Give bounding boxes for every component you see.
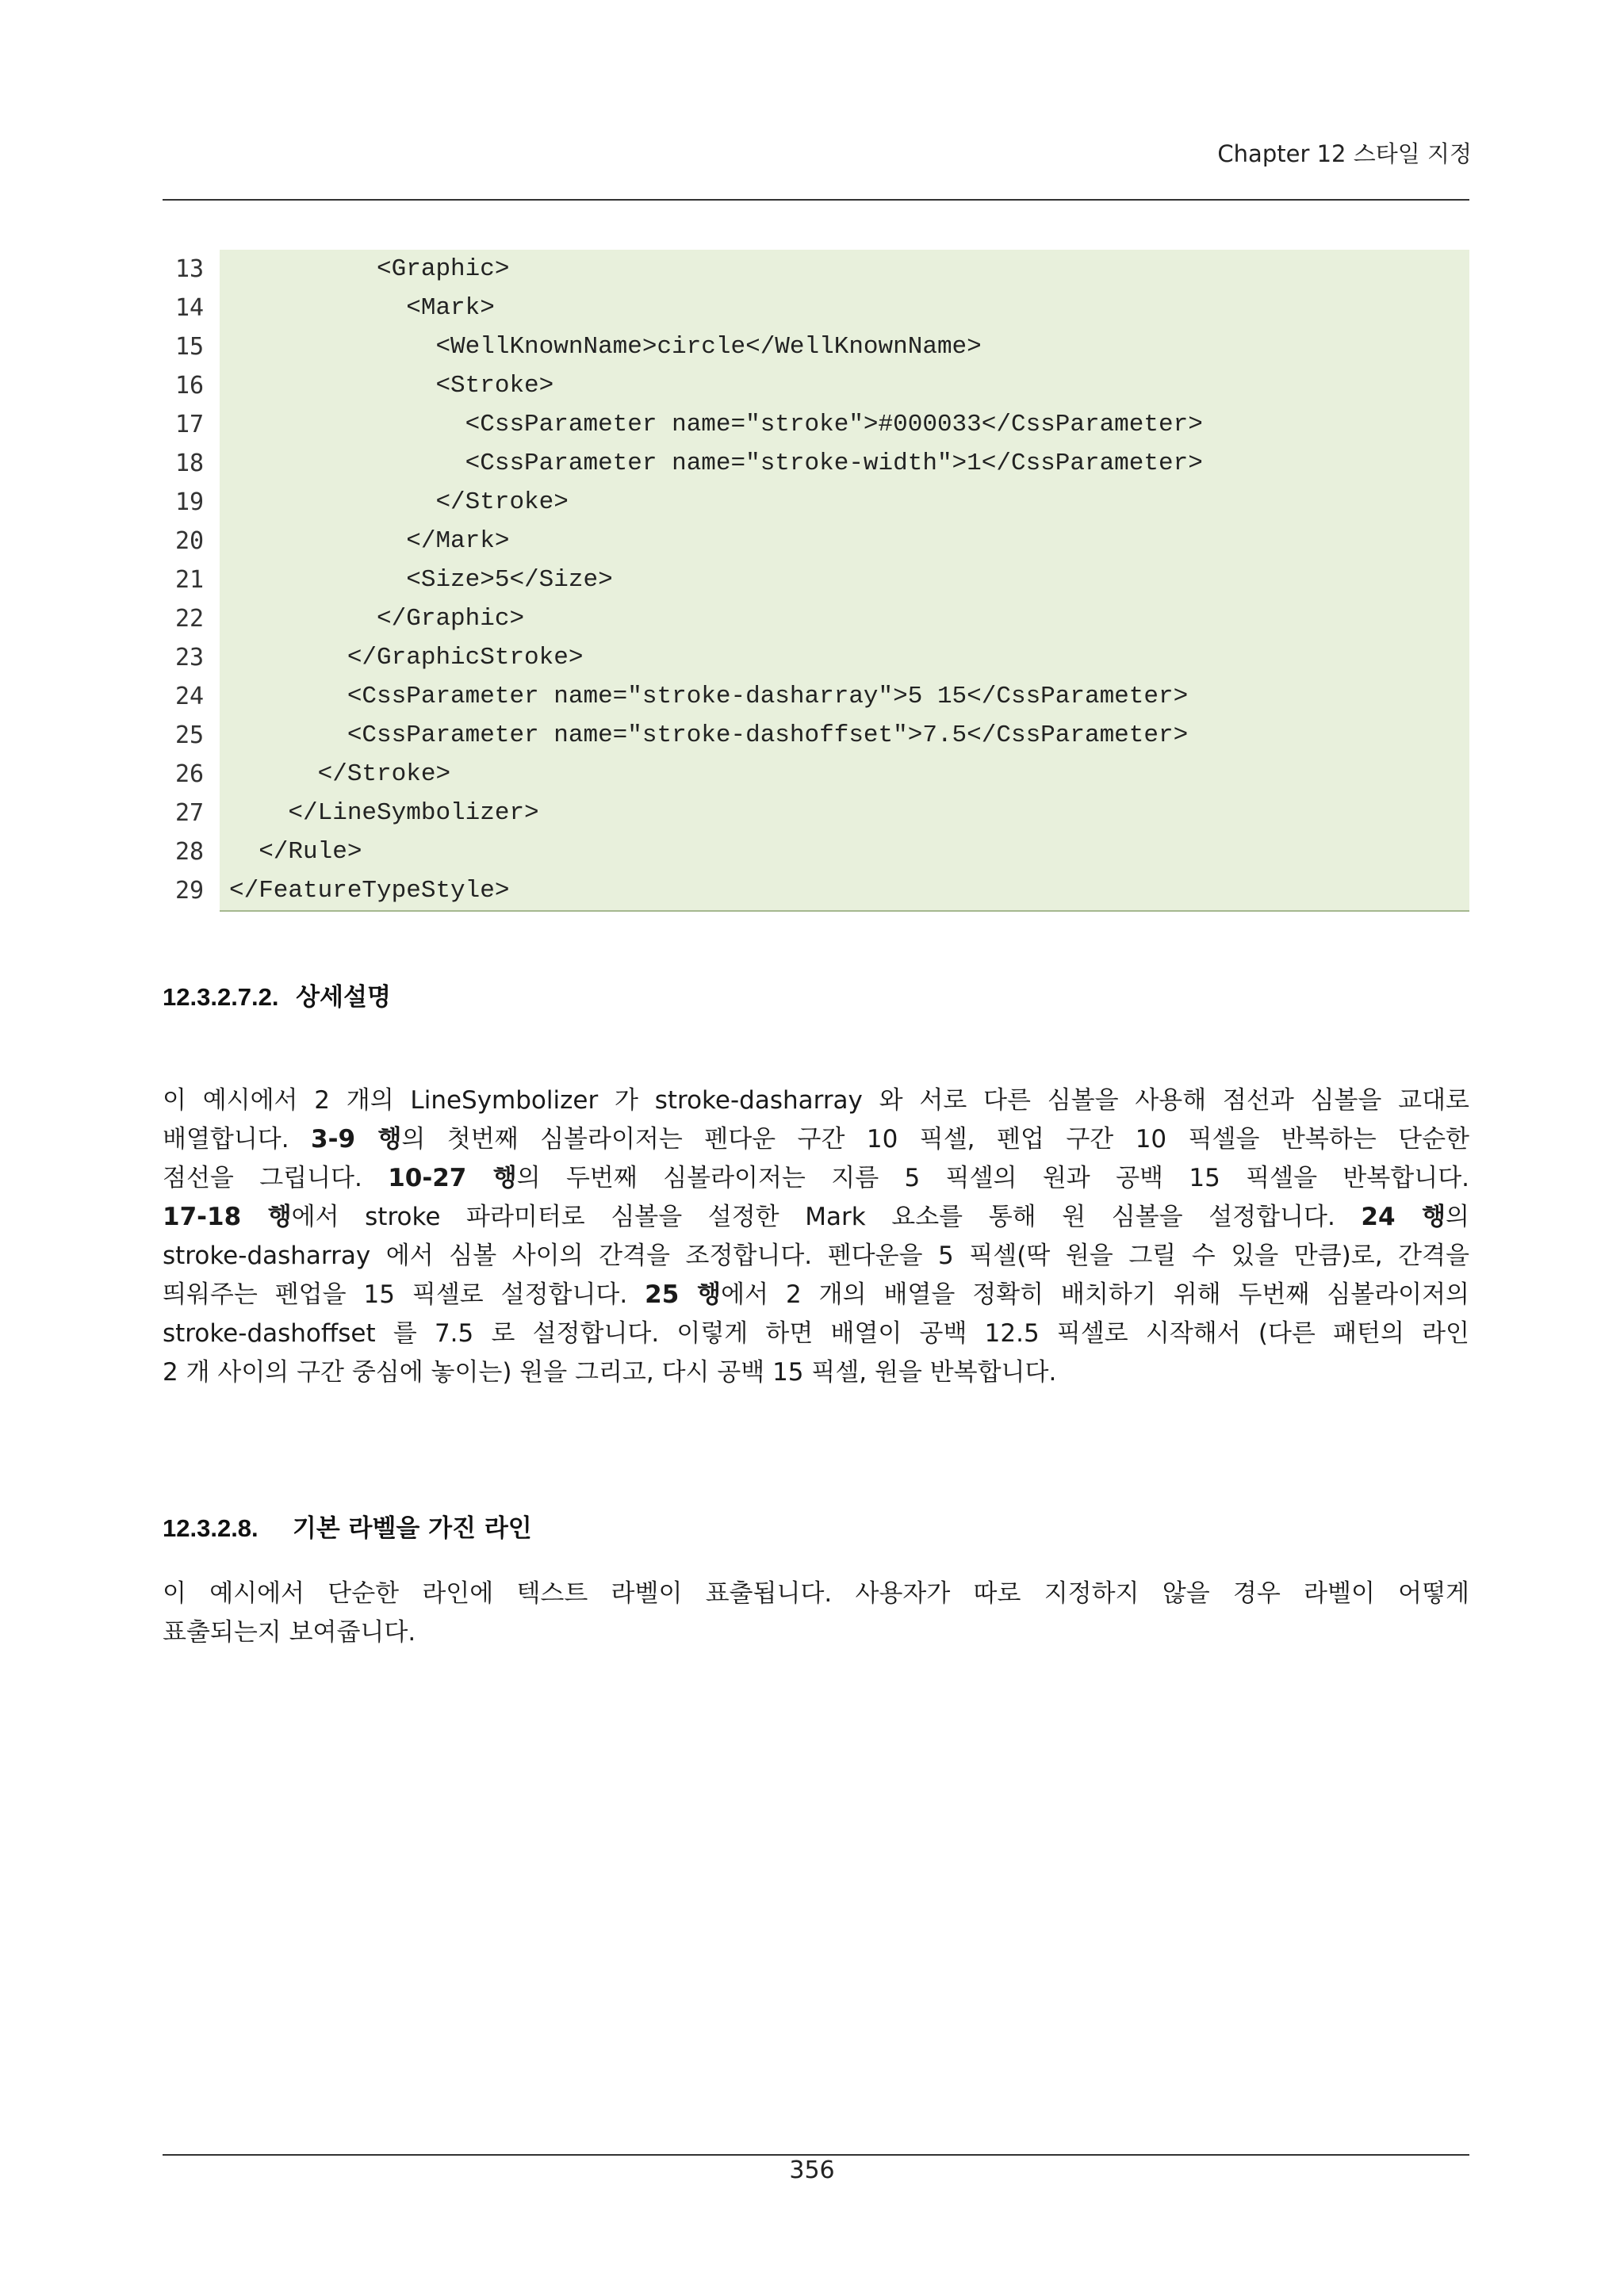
paragraph-line: 배열합니다. 3-9 행의 첫번째 심볼라이저는 펜다운 구간 10 픽셀, 펜업 구간 10 픽셀을 반복하는 단순한 xyxy=(163,1125,1469,1154)
code-line xyxy=(163,599,1469,638)
code-text: </Rule> xyxy=(220,832,1469,871)
code-text: <CssParameter name="stroke-width">1</CssParameter> xyxy=(220,444,1469,483)
code-text: <CssParameter name="stroke-dasharray">5 15</CssParameter> xyxy=(220,677,1469,716)
line-number: 25 xyxy=(163,716,220,755)
paragraph-line: 2 개 사이의 구간 중심에 놓이는) 원을 그리고, 다시 공백 15 픽셀, 원을 반복합니다. xyxy=(163,1358,1057,1387)
code-text: </FeatureTypeStyle> xyxy=(220,871,1469,910)
code-text: <CssParameter name="stroke">#000033</CssParameter> xyxy=(220,405,1469,444)
code-text: </Stroke> xyxy=(220,755,1469,794)
paragraph-line: stroke-dasharray 에서 심볼 사이의 간격을 조정합니다. 펜다운을 5 픽셀(딱 원을 그릴 수 있을 만큼)로, 간격을 xyxy=(163,1242,1469,1270)
line-number: 23 xyxy=(163,638,220,677)
paragraph-line: stroke-dashoffset 를 7.5 로 설정합니다. 이렇게 하면 배열이 공백 12.5 픽셀로 시작해서 (다른 패턴의 라인 xyxy=(163,1319,1469,1348)
line-number: 18 xyxy=(163,444,220,483)
code-line xyxy=(163,794,1469,832)
paragraph-basic-label xyxy=(163,1575,1469,1652)
line-number: 29 xyxy=(163,871,220,910)
paragraph-line: 띄워주는 펜업을 15 픽셀로 설정합니다. 25 행에서 2 개의 배열을 정확히 배치하기 위해 두번째 심볼라이저의 xyxy=(163,1280,1469,1309)
line-number: 19 xyxy=(163,483,220,522)
code-line xyxy=(163,483,1469,522)
paragraph-line: 17-18 행에서 stroke 파라미터로 심볼을 설정한 Mark 요소를 통해 원 심볼을 설정합니다. 24 행의 xyxy=(163,1203,1469,1231)
code-line xyxy=(163,832,1469,871)
code-line xyxy=(163,327,1469,366)
code-line xyxy=(163,522,1469,561)
code-text: <Graphic> xyxy=(220,250,1469,289)
line-number: 14 xyxy=(163,289,220,327)
code-text: <Mark> xyxy=(220,289,1469,327)
line-number: 28 xyxy=(163,832,220,871)
paragraph-line: 이 예시에서 2 개의 LineSymbolizer 가 stroke-dasharray 와 서로 다른 심볼을 사용해 점선과 심볼을 교대로 xyxy=(163,1086,1469,1115)
code-line xyxy=(163,366,1469,405)
code-listing xyxy=(163,250,1469,912)
header-rule xyxy=(163,199,1469,201)
section-title: 상세설명 xyxy=(296,983,391,1012)
code-line xyxy=(163,444,1469,483)
line-number: 20 xyxy=(163,522,220,561)
paragraph-line: 점선을 그립니다. 10-27 행의 두번째 심볼라이저는 지름 5 픽셀의 원과 공백 15 픽셀을 반복합니다. xyxy=(163,1164,1469,1192)
line-number: 13 xyxy=(163,250,220,289)
code-text: <Stroke> xyxy=(220,366,1469,405)
code-line xyxy=(163,755,1469,794)
line-number: 27 xyxy=(163,794,220,832)
code-line xyxy=(163,250,1469,289)
code-text: </GraphicStroke> xyxy=(220,638,1469,677)
line-number: 17 xyxy=(163,405,220,444)
code-text: </LineSymbolizer> xyxy=(220,794,1469,832)
code-line xyxy=(163,289,1469,327)
section-heading-detail xyxy=(163,977,391,1012)
line-number: 21 xyxy=(163,561,220,599)
code-bottom-rule xyxy=(220,910,1469,912)
code-line xyxy=(163,405,1469,444)
line-number: 24 xyxy=(163,677,220,716)
running-header: Chapter 12 스타일 지정 xyxy=(1217,140,1472,167)
paragraph-line: 이 예시에서 단순한 라인에 텍스트 라벨이 표출됩니다. 사용자가 따로 지정하지 않을 경우 라벨이 어떻게 xyxy=(163,1579,1469,1608)
section-number: 12.3.2.8. xyxy=(163,1514,259,1542)
code-line xyxy=(163,677,1469,716)
paragraph-explanation xyxy=(163,1081,1469,1392)
line-number: 15 xyxy=(163,327,220,366)
code-text: <Size>5</Size> xyxy=(220,561,1469,599)
footer-rule xyxy=(163,2154,1469,2156)
paragraph-line: 표출되는지 보여줍니다. xyxy=(163,1618,416,1647)
code-text: <CssParameter name="stroke-dashoffset">7.5</CssParameter> xyxy=(220,716,1469,755)
line-number: 16 xyxy=(163,366,220,405)
code-text: </Stroke> xyxy=(220,483,1469,522)
page-number: 356 xyxy=(789,2156,835,2184)
line-number: 26 xyxy=(163,755,220,794)
code-line xyxy=(163,871,1469,910)
section-number: 12.3.2.7.2. xyxy=(163,983,279,1011)
code-line xyxy=(163,561,1469,599)
section-title: 기본 라벨을 가진 라인 xyxy=(292,1514,532,1543)
code-text: </Graphic> xyxy=(220,599,1469,638)
code-line xyxy=(163,716,1469,755)
section-heading-basic-label xyxy=(163,1508,532,1544)
code-line xyxy=(163,638,1469,677)
code-text: </Mark> xyxy=(220,522,1469,561)
code-text: <WellKnownName>circle</WellKnownName> xyxy=(220,327,1469,366)
line-number: 22 xyxy=(163,599,220,638)
